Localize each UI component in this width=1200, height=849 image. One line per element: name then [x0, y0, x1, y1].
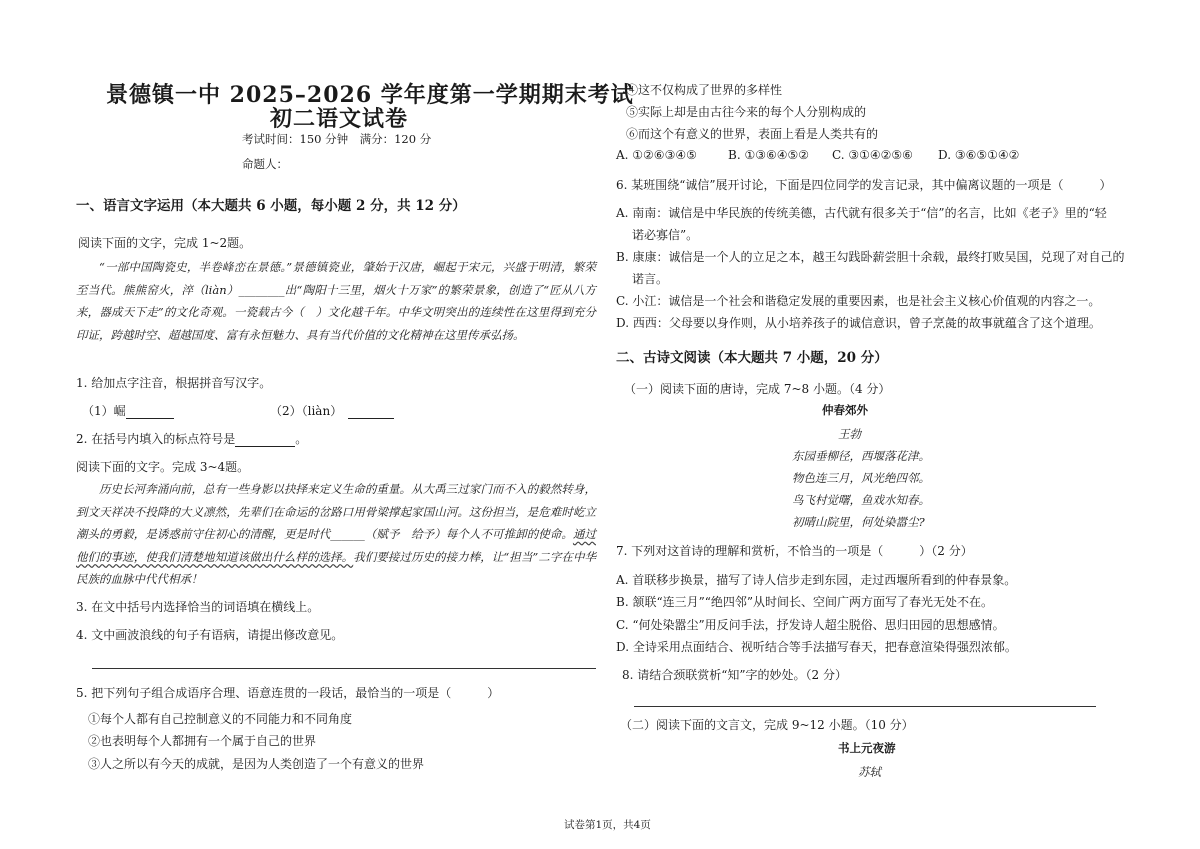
answer-line[interactable] [634, 706, 1096, 707]
q5-sentence-4: ④这不仅构成了世界的多样性 [626, 83, 783, 97]
exam-title: 景德镇一中 2025–2026 学年度第一学期期末考试 [106, 82, 634, 108]
poem-line-3: 鸟飞村觉曙，鱼戏水知春。 [792, 493, 930, 507]
q7-option-d[interactable]: D. 全诗采用点面结合、视听结合等手法描写春天，把春意渲染得强烈浓郁。 [616, 640, 1017, 654]
exam-info: 考试时间：150 分钟 满分：120 分 [242, 132, 432, 146]
setter-label: 命题人： [242, 157, 288, 171]
section1-heading: 一、语言文字运用（本大题共 6 小题，每小题 2 分，共 12 分） [76, 198, 466, 214]
q7-option-b[interactable]: B. 颔联“连三月”“绝四邻”从时间长、空间广两方面写了春光无处不在。 [616, 595, 993, 609]
poem-author: 王勃 [838, 427, 861, 441]
q5-sentence-3: ③人之所以有今天的成就，是因为人类创造了一个有意义的世界 [88, 757, 425, 771]
question-2: 2. 在括号内填入的标点符号是 。 [76, 432, 308, 446]
q5-option-c[interactable]: C. ③①④②⑤⑥ [832, 148, 913, 162]
reading-intro-2: 阅读下面的文字。完成 3~4题。 [76, 460, 250, 474]
q6-option-a[interactable]: A. 南南：诚信是中华民族的传统美德，古代就有很多关于“信”的名言，比如《老子》里的“轻 [616, 206, 1107, 220]
passage-1: “一部中国陶瓷史，半卷峰峦在景德。”景德镇瓷业，肇始于汉唐，崛起于宋元，兴盛于明清，繁荣至当代。熊熊窑火，淬（liàn）________出“陶阳十三里，烟火十万家”的繁荣景象，创造了“匠从八方来，器成天下走”的文化奇观。一瓷载古今（ ）文化越千年。中华文明突出的连续性在这里得到充分印证，跨越时空、超越国度、富有永恒魅力、具有当代价值的文化精神在这里传承弘扬。 [76, 260, 596, 342]
prose-title: 书上元夜游 [838, 741, 896, 755]
section2-heading: 二、古诗文阅读（本大题共 7 小题，20 分） [616, 350, 888, 366]
answer-line[interactable] [92, 668, 596, 669]
question-3: 3. 在文中括号内选择恰当的词语填在横线上。 [76, 600, 320, 614]
part2-intro: （二）阅读下面的文言文，完成 9~12 小题。（10 分） [620, 718, 914, 732]
reading-intro-1: 阅读下面的文字，完成 1~2题。 [78, 236, 252, 250]
poem-line-4: 初晴山院里，何处染嚣尘? [792, 515, 925, 529]
prose-author: 苏轼 [858, 765, 881, 779]
poem-title: 仲春郊外 [822, 403, 868, 417]
q6-option-b-cont: 诺言。 [632, 272, 669, 286]
q6-option-a-cont: 诺必寡信”。 [632, 228, 699, 242]
question-1: 1. 给加点字注音，根据拼音写汉字。 [76, 376, 272, 390]
q6-option-d[interactable]: D. 西西：父母要以身作则，从小培养孩子的诚信意识，曾子烹彘的故事就蕴含了这个道理。 [616, 316, 1101, 330]
question-8: 8. 请结合颈联赏析“知”字的妙处。（2 分） [622, 668, 847, 682]
answer-blank[interactable] [126, 418, 174, 419]
q5-option-a[interactable]: A. ①②⑥③④⑤ [616, 148, 697, 162]
poem-line-2: 物色连三月，风光绝四邻。 [792, 471, 930, 485]
q1-part-a: （1）崛 [82, 402, 174, 419]
q6-option-c[interactable]: C. 小江：诚信是一个社会和谐稳定发展的重要因素，也是社会主义核心价值观的内容之一。 [616, 294, 1101, 308]
answer-blank[interactable] [235, 446, 295, 447]
q6-option-b[interactable]: B. 康康：诚信是一个人的立足之本，越王勾践卧薪尝胆十余载，最终打败吴国，兑现了对自己的 [616, 250, 1125, 264]
q7-option-c[interactable]: C. “何处染嚣尘”用反问手法，抒发诗人超尘脱俗、思归田园的思想感情。 [616, 618, 1005, 632]
q7-option-a[interactable]: A. 首联移步换景，描写了诗人信步走到东园，走过西堰所看到的仲春景象。 [616, 573, 1017, 587]
part1-intro: （一）阅读下面的唐诗，完成 7~8 小题。（4 分） [624, 382, 891, 396]
q5-sentence-6: ⑥而这个有意义的世界，表面上看是人类共有的 [626, 127, 879, 141]
q5-sentence-2: ②也表明每个人都拥有一个属于自己的世界 [88, 734, 317, 748]
passage-2: 历史长河奔涌向前，总有一些身影以抉择来定义生命的重量。从大禹三过家门而不入的毅然转身，到文天祥决不投降的大义凛然，先辈们在命运的岔路口用骨梁撑起家国山河。这份担当，是危难时屹立潮头的勇毅，是诱惑前守住初心的清醒，更是时代______（赋予 给予）每个人不可推卸的使命。通过他们的事迹，使我们清楚地知道该做出什么样的选择。我们要接过历史的接力棒，让“担当”二字在中华民族的血脉中代代相承！ [76, 482, 597, 586]
page-footer: 试卷第1页，共4页 [564, 819, 651, 831]
q5-sentence-1: ①每个人都有自己控制意义的不同能力和不同角度 [88, 712, 353, 726]
question-7: 7. 下列对这首诗的理解和赏析，不恰当的一项是（ ）（2 分） [616, 544, 973, 558]
answer-blank[interactable] [348, 418, 394, 419]
question-6: 6. 某班围绕“诚信”展开讨论，下面是四位同学的发言记录，其中偏离议题的一项是（ ） [616, 178, 1112, 192]
question-4: 4. 文中画波浪线的句子有语病，请提出修改意见。 [76, 628, 344, 642]
wavy-underlined-sentence: 通过他们的事迹，使我们清楚地知道该做出什么样的选择。 [76, 527, 596, 564]
q5-option-d[interactable]: D. ③⑥⑤①④② [938, 148, 1020, 162]
paper-subtitle: 初二语文试卷 [270, 106, 409, 132]
poem-line-1: 东园垂柳径，西堰落花津。 [792, 449, 930, 463]
q1-part-b: （2）（liàn） [270, 402, 394, 419]
q5-sentence-5: ⑤实际上却是由古往今来的每个人分别构成的 [626, 105, 867, 119]
q5-option-b[interactable]: B. ①③⑥④⑤② [728, 148, 809, 162]
question-5: 5. 把下列句子组合成语序合理、语意连贯的一段话，最恰当的一项是（ ） [76, 686, 500, 700]
